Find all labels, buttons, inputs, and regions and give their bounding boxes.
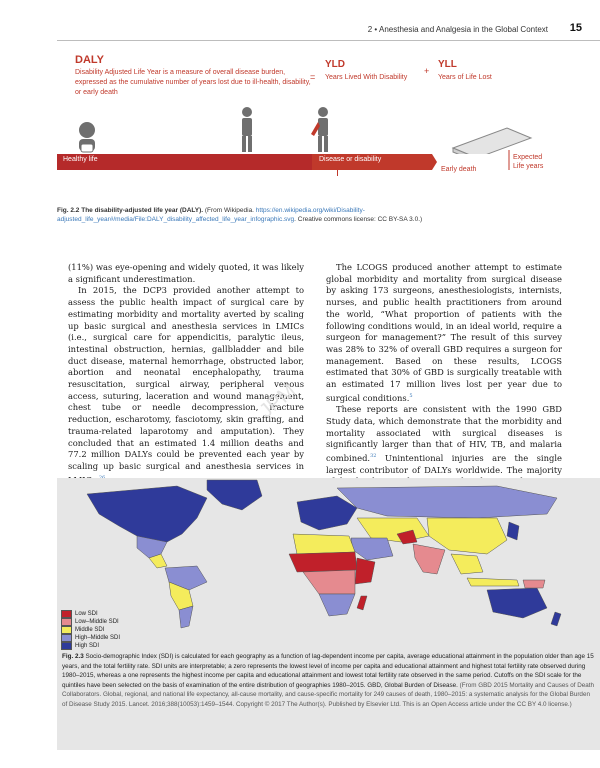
world-map	[57, 478, 600, 630]
legend-item-high	[61, 642, 120, 650]
legend-label: Low SDI	[75, 611, 98, 617]
citation-ref[interactable]: 32	[370, 453, 377, 460]
page-header	[0, 18, 600, 40]
left-paragraph-1: (11%) was eye-opening and widely quoted, it was likely a significant underestimation.	[68, 262, 304, 284]
map-legend	[61, 610, 120, 650]
header-rule	[57, 40, 600, 41]
legend-swatch	[61, 642, 72, 650]
right-paragraph-2: These reports are consistent with the 1990 GBD Study data, which demonstrate that the morbidity and mortality associated with surgical diseases is significantly larger than that of HIV, TB, and malaria combined.$^{32}$ Unintentional injuries are the single largest contributor of DALYs worldwide. The majority	[326, 404, 562, 475]
running-head: 2 • Anesthesia and Analgesia in the Global Context	[367, 25, 548, 34]
caption-license: . Creative commons license: CC BY-SA 3.0.)	[294, 216, 423, 223]
caption-link[interactable]: https://en.wikipedia.org/wiki/Disability-adjusted_life_year#/media/File:DALY_disability_affected_life_year_infographic.svg	[57, 207, 365, 223]
injured-person-icon	[311, 107, 328, 152]
caption-source: (From GBD 2015 Mortality and Causes of Death Collaborators. Global, regional, and national life expectancy, all-cause mortality, and cause-specific mortality for 249 causes of death, 1980–2015: a systematic analysis for the Global Burden of Disease Study 2015. Lancet. 2016;388(10053):1459–1544. Copyright © 2017 The Author(s). Published by Elsevier Ltd. This is an Open Access article under the CC BY 4.0 license.)	[62, 681, 595, 708]
page-number: 15	[569, 22, 582, 34]
left-column	[68, 262, 304, 486]
legend-label: High SDI	[75, 643, 100, 649]
legend-label: Middle SDI	[75, 627, 105, 633]
yll-description: Years of Life Lost	[438, 74, 492, 81]
right-column	[326, 262, 562, 500]
citation-ref[interactable]: 5	[409, 392, 413, 399]
early-death-label: Early death	[441, 166, 477, 173]
left-paragraph-2: In 2015, the DCP3 provided another attempt to assess the public health impact of surgical care by estimating morbidity and mortality averted by scaling up basic surgical and anesthesia services in LMICs (i.e., surgical care for appendicitis, paralytic ileus, intestinal obstruction, hernias, gallbladder and bile duct disease, maternal hemorrhage, obstructed labor, abortion and neonatal encephalopathy, trauma resuscitation, surgical airway, peripheral venous access, suturing, laceration and wound management, chest tube or needle decompression, fracture reduction, escharotomy, fasciotomy, skin grafting, and trauma-related laparotomy and amputation). They concluded that an estimated 1.4 million deaths and 77.2 million DALYs could be prevented each year by scaling up basic surgical and anesthesia services in	[68, 285, 304, 486]
daly-description: Disability Adjusted Life Year is a measure of overall disease burden, expressed as the cumulative number of years lost due to ill-health, disability, or early death	[75, 69, 311, 96]
figure-2-3-caption	[62, 652, 595, 710]
plus-sign: +	[424, 66, 430, 76]
legend-swatch	[61, 634, 72, 642]
bar-arrow	[432, 154, 437, 170]
baby-icon	[79, 122, 95, 152]
figure-daly-infographic	[57, 46, 600, 230]
caption-title: The disability-adjusted life year (DALY).	[81, 207, 204, 214]
region-papua	[523, 580, 545, 588]
legend-item-middle	[61, 626, 120, 634]
disease-label: Disease or disability	[319, 156, 382, 163]
watermark: JPM	[255, 379, 301, 423]
person-icon	[242, 107, 252, 152]
caption-number: Fig. 2.2	[57, 207, 80, 214]
yld-description: Years Lived With Disability	[325, 74, 408, 81]
caption-text: Socio-demographic Index (SDI) is calculated for each geography as a function of lag-dependent income per capita, average educational attainment in the population older than age 15 years, and the total fertility rate. SDI units are interpretable; a zero represents the lowest level of income per capita and educational attainment and highest total fertility rate observed during 1980–2015, whereas a one represents the highest income per capita and educational attainment and lowest total fertility rate observed in the same period. Cutoffs on the SDI scale for the quintiles have been selected on the basis of examination of the entire distribution of geographies 1980–2015. GBD, Global Burden of Disease.	[62, 653, 594, 689]
yld-title: YLD	[325, 59, 345, 70]
legend-swatch	[61, 618, 72, 626]
legend-item-low	[61, 610, 120, 618]
expected-life-label	[513, 153, 543, 171]
yll-title: YLL	[438, 59, 457, 70]
legend-label: Low–Middle SDI	[75, 619, 119, 625]
figure-sdi-map	[57, 478, 600, 750]
equals-sign: =	[310, 72, 316, 82]
caption-source: (From Wikipedia.	[203, 207, 256, 214]
legend-label: High–Middle SDI	[75, 635, 121, 641]
early-death-tick	[337, 170, 338, 176]
figure-2-2-caption	[57, 206, 557, 224]
right-paragraph-1: The LCOGS produced another attempt to estimate global morbidity and mortality from surgical disease by asking 173 surgeons, anesthesiologists, internists, nurses, and public health practitioners from around the world, “What proportion of patients with the following conditions would, in an ideal world, require a surgeon for management?” The result of this survey was 28% to 32% of overall GBD requires a surgeon for management. Based on these results, LCOGS estimated that 30% of GBD is surgically treatable with an estimated 17 million lives lost per year due to surgical conditions.$^5$	[326, 262, 562, 403]
legend-swatch	[61, 610, 72, 618]
caption-number: Fig. 2.3	[62, 653, 84, 660]
legend-item-low-middle	[61, 618, 120, 626]
expected-line-1: Expected	[513, 154, 543, 161]
region-north-africa	[293, 534, 355, 554]
daly-title: DALY	[75, 54, 104, 66]
daly-graphic	[57, 46, 600, 206]
expected-line-2: Life years	[513, 163, 544, 170]
legend-item-high-middle	[61, 634, 120, 642]
region-sahel-africa	[289, 552, 357, 572]
healthy-life-label: Healthy life	[63, 156, 98, 163]
legend-swatch	[61, 626, 72, 634]
